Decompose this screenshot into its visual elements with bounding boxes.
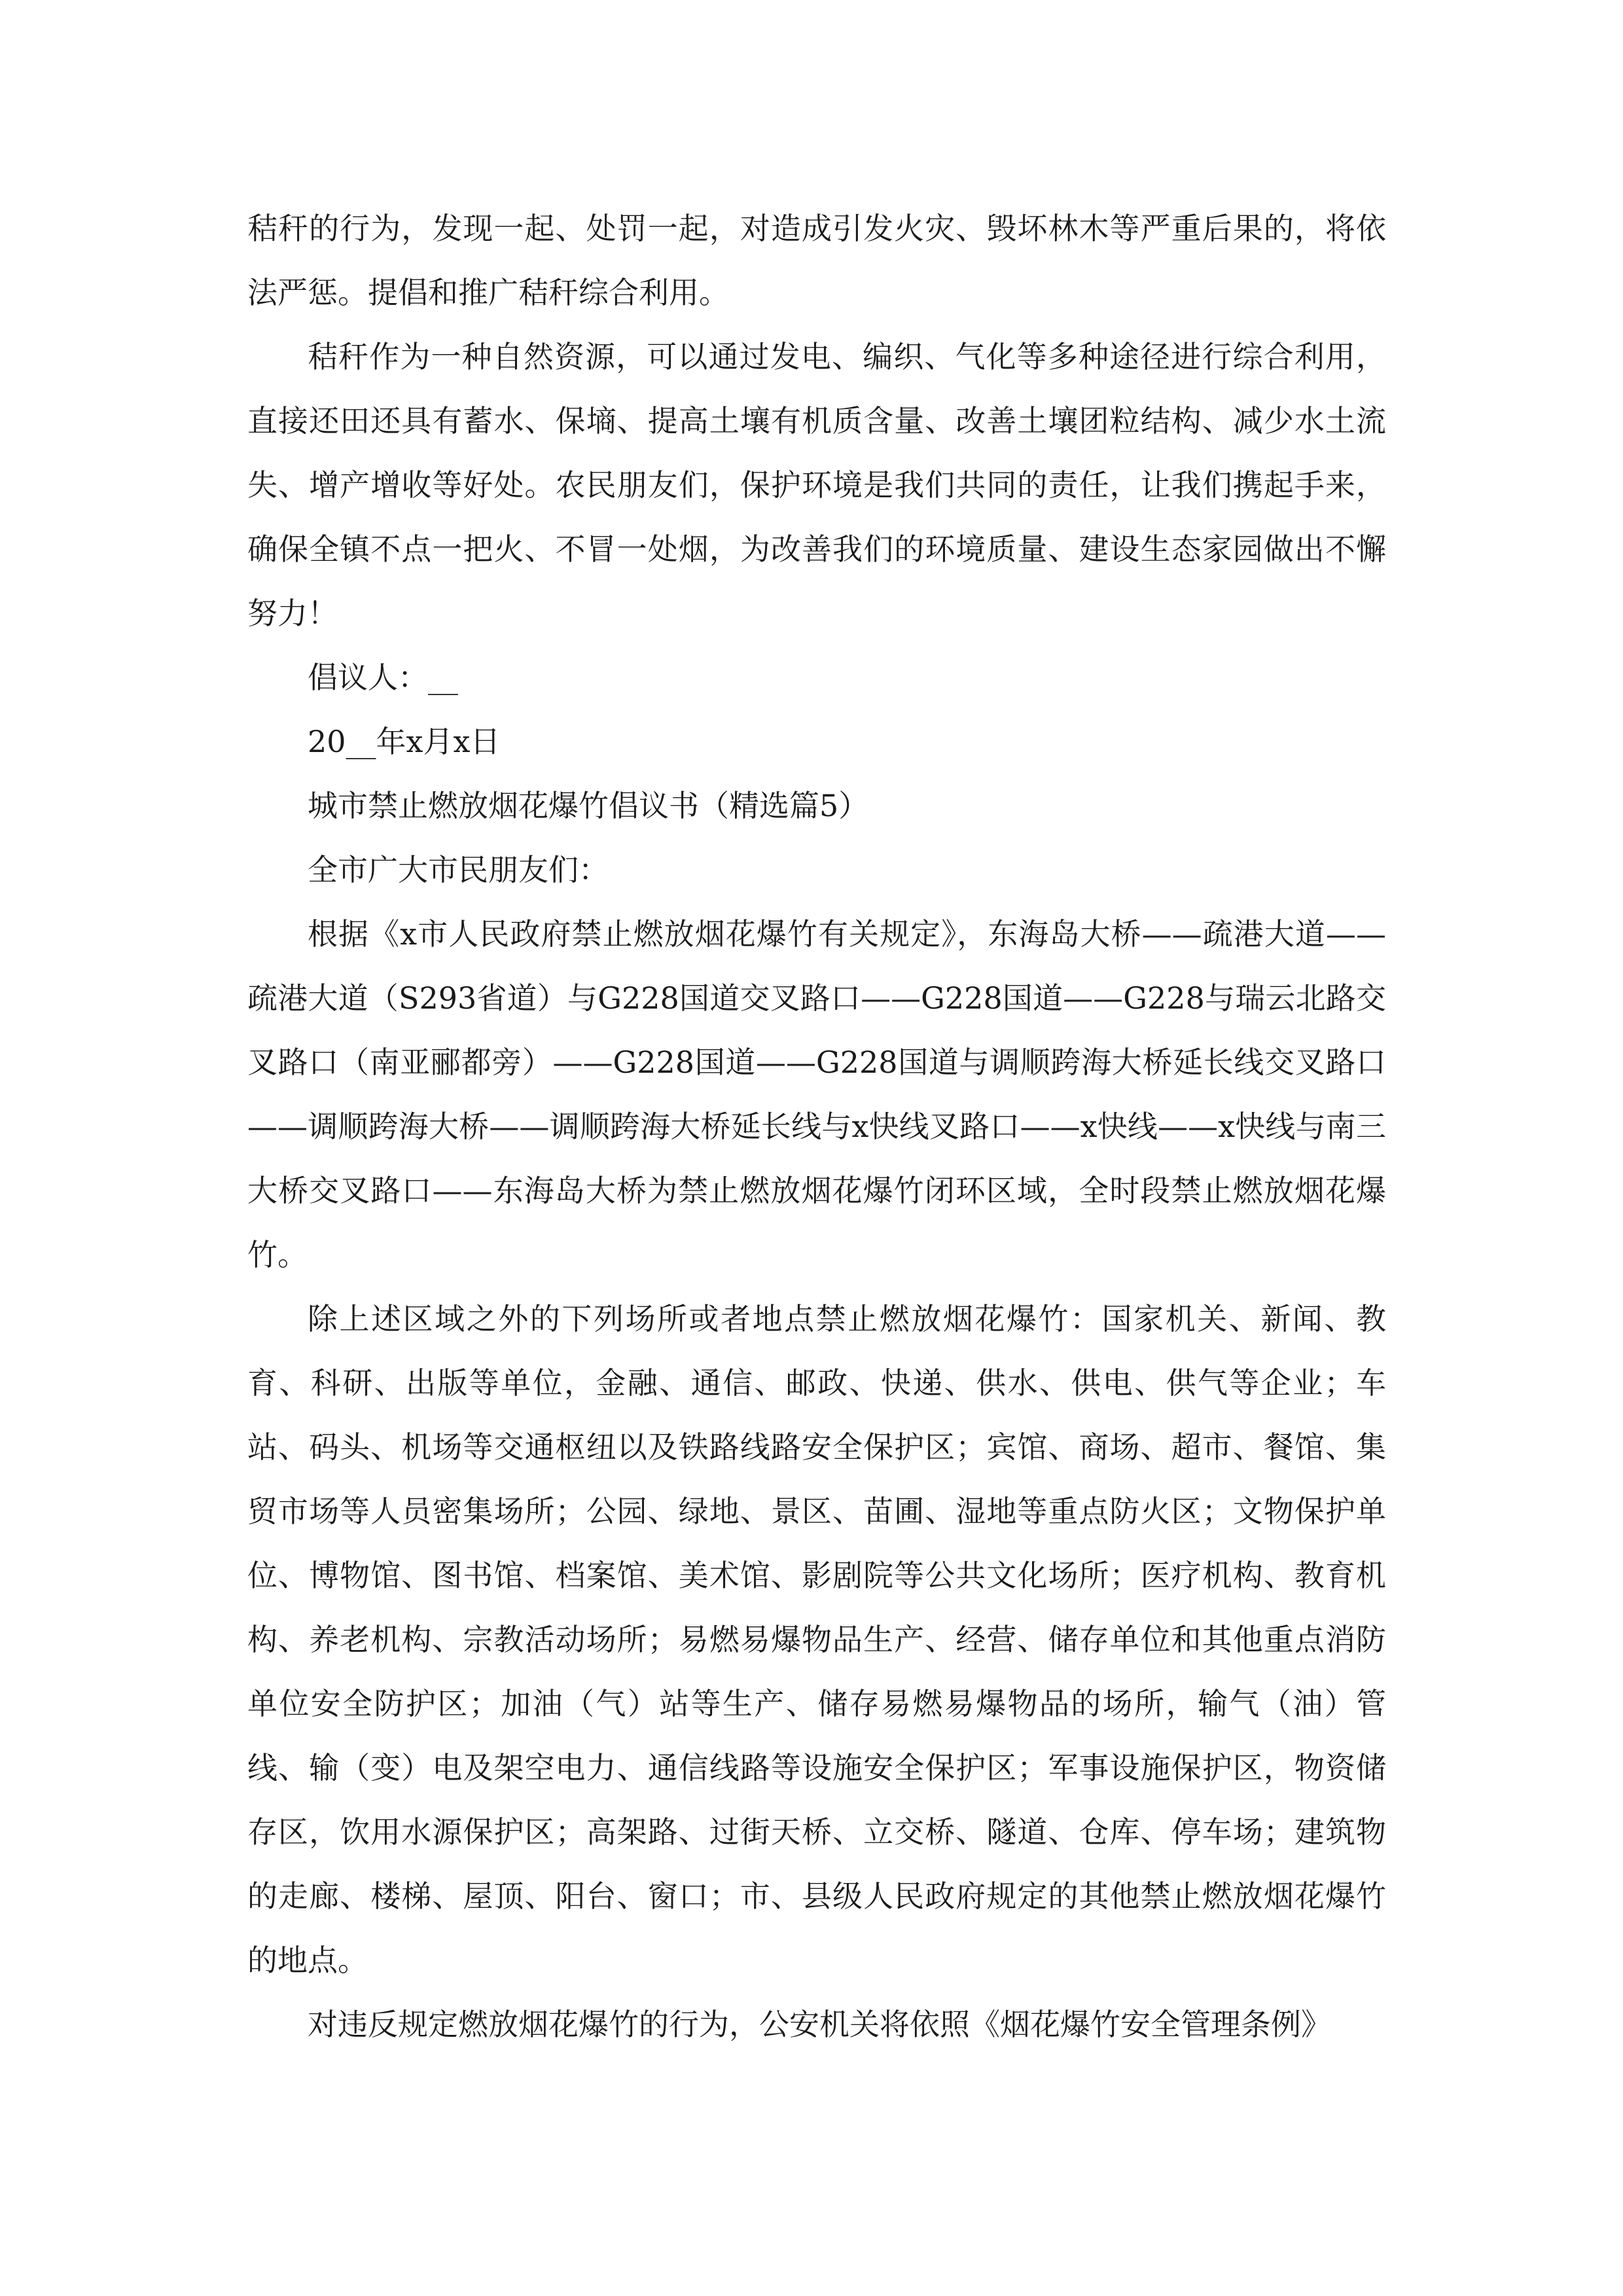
initiator-line: 倡议人：__ [308,660,458,695]
paragraph-straw-penalty: 秸秆的行为，发现一起、处罚一起，对造成引发火灾、毁坏林木等严重后果的，将依法严惩。提倡和推广秸秆综合利用。 [247,211,1386,310]
paragraph-penalty: 对违反规定燃放烟花爆竹的行为，公安机关将依照《烟花爆竹安全管理条例》 [308,2007,1331,2042]
date-line: 20__年x月x日 [308,724,501,759]
paragraph-prohibited-places: 除上述区域之外的下列场所或者地点禁止燃放烟花爆竹：国家机关、新闻、教育、科研、出版等单位，金融、通信、邮政、快递、供水、供电、供气等企业；车站、码头、机场等交通枢纽以及铁路线路安全保护区；宾馆、商场、超市、餐馆、集贸市场等人员密集场所；公园、绿地、景区、苗圃、湿地等重点防火区；文物保护单位、博物馆、图书馆、档案馆、美术馆、影剧院等公共文化场所；医疗机构、教育机构、养老机构、宗教活动场所；易燃易爆物品生产、经营、储存单位和其他重点消防单位安全防护区；加油（气）站等生产、储存易燃易爆物品的场所，输气（油）管线、输（变）电及架空电力、通信线路等设施安全保护区；军事设施保护区，物资储存区，饮用水源保护区；高架路、过街天桥、立交桥、隧道、仓库、停车场；建筑物的走廊、楼梯、屋顶、阳台、窗口；市、县级人民政府规定的其他禁止燃放烟花爆竹的地点。 [247,1301,1386,1978]
paragraph-closed-area: 根据《x市人民政府禁止燃放烟花爆竹有关规定》，东海岛大桥——疏港大道——疏港大道（S293省道）与G228国道交叉路口——G228国道——G228与瑞云北路交叉路口（南亚郦都旁）——G228国道——G228国道与调顺跨海大桥延长线交叉路口——调顺跨海大桥——调顺跨海大桥延长线与x快线叉路口——x快线——x快线与南三大桥交叉路口——东海岛大桥为禁止燃放烟花爆竹闭环区域，全时段禁止燃放烟花爆竹。 [247,916,1386,1272]
paragraph-straw-utilization: 秸秆作为一种自然资源，可以通过发电、编织、气化等多种途径进行综合利用，直接还田还具有蓄水、保墒、提高土壤有机质含量、改善土壤团粒结构、减少水土流失、增产增收等好处。农民朋友们，保护环境是我们共同的责任，让我们携起手来，确保全镇不点一把火、不冒一处烟，为改善我们的环境质量、建设生态家园做出不懈努力！ [247,339,1386,631]
section-title: 城市禁止燃放烟花爆竹倡议书（精选篇5） [308,788,869,823]
salutation: 全市广大市民朋友们： [308,852,609,888]
document-page [247,196,1386,2056]
